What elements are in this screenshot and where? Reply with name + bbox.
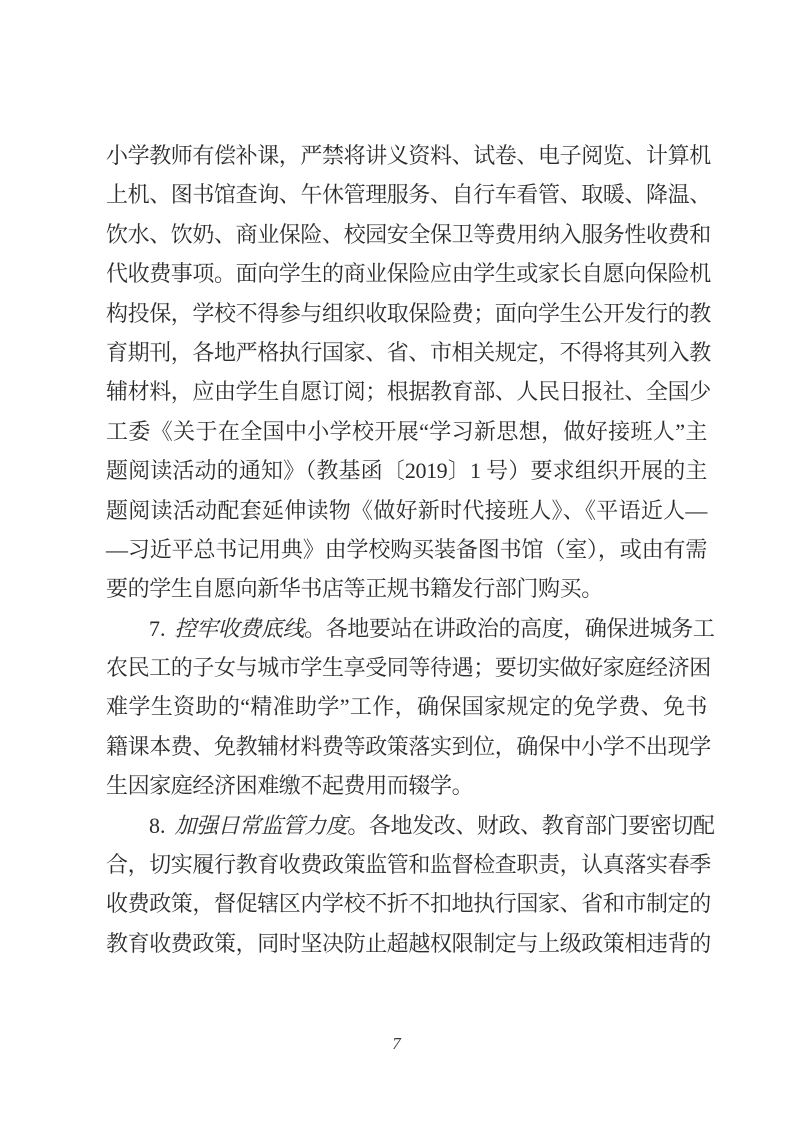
text-line: —习近平总书记用典》由学校购买装备图书馆（室），或由有需 [106, 536, 707, 562]
text-line: 小学教师有偿补课，严禁将讲义资料、试卷、电子阅览、计算机 [106, 143, 711, 168]
text-line: 代收费事项。面向学生的商业保险应由学生或家长自愿向保险机 [106, 261, 711, 287]
item-7-body-start: 。各地要站在讲政治的高度，确保进城务工 [304, 615, 715, 641]
item-7-heading: 控牢收费底线 [174, 615, 305, 641]
text-line: 合，切实履行教育收费政策监管和监督检查职责，认真落实春季 [106, 852, 711, 878]
item-8-heading: 加强日常监管力度 [174, 812, 348, 838]
text-line: 教育收费政策，同时坚决防止超越权限制定与上级政策相违背的 [106, 930, 711, 956]
text-line: 题阅读活动的通知》（教基函〔2019〕1 号）要求组织开展的主 [106, 458, 707, 484]
text-line: 籍课本费、免教辅材料费等政策落实到位，确保中小学不出现学 [106, 733, 711, 759]
text-line: 收费政策，督促辖区内学校不折不扣地执行国家、省和市制定的 [106, 891, 711, 917]
text-line: 育期刊，各地严格执行国家、省、市相关规定，不得将其列入教 [106, 339, 711, 365]
text-line: 辅材料，应由学生自愿订阅；根据教育部、人民日报社、全国少 [106, 379, 711, 405]
page-number: 7 [392, 1034, 401, 1053]
text-line: 上机、图书馆查询、午休管理服务、自行车看管、取暖、降温、 [106, 182, 711, 208]
text-line: 构投保，学校不得参与组织收取保险费；面向学生公开发行的教 [106, 300, 711, 326]
document-body-text [106, 136, 715, 963]
item-7-number: 7. [149, 615, 166, 641]
item-8-body-start: 。各地发改、财政、教育部门要密切配 [347, 812, 715, 838]
text-line: 饮水、饮奶、商业保险、校园安全保卫等费用纳入服务性收费和 [106, 221, 711, 247]
text-line: 农民工的子女与城市学生享受同等待遇；要切实做好家庭经济困 [106, 655, 711, 681]
text-line: 工委《关于在全国中小学校开展“学习新思想，做好接班人”主 [106, 418, 707, 444]
item-7-heading-line [106, 609, 715, 648]
text-line: 难学生资助的“精准助学”工作，确保国家规定的免学费、免书 [106, 694, 707, 720]
paragraph-end-line: 要的学生自愿向新华书店等正规书籍发行部门购买。 [106, 576, 603, 602]
item-8-number: 8. [149, 812, 166, 838]
paragraph-end-line: 生因家庭经济困难缴不起费用而辍学。 [106, 773, 474, 799]
text-line: 题阅读活动配套延伸读物《做好新时代接班人》、《平语近人— [106, 497, 707, 523]
item-8-heading-line [106, 806, 715, 845]
